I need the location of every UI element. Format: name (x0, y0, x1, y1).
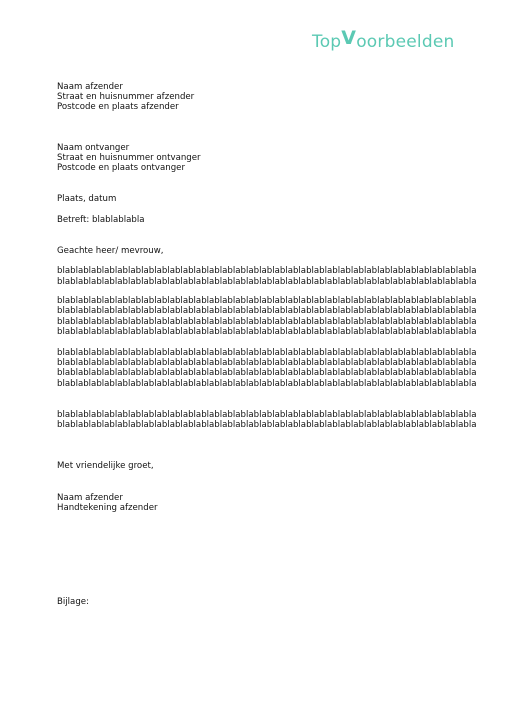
closing: Met vriendelijke groet, (57, 461, 154, 471)
sender-name: Naam afzender (57, 82, 123, 92)
recipient-name: Naam ontvanger (57, 143, 130, 153)
body-line: blablablablablablablablablablablablablablablablablablablablablablablablablablablablablablablabla (57, 368, 477, 378)
body-line: blablablablablablablablablablablablablablablablablablablablablablablablablablablablablablablabla (57, 358, 477, 368)
attachment-label: Bijlage: (57, 597, 89, 607)
body-line: blablablablablablablablablablablablablablablablablablablablablablablablablablablablablablablabla (57, 379, 477, 389)
signature-name: Naam afzender (57, 493, 123, 503)
body-line: blablablablablablablablablablablablablablablablablablablablablablablablablablablablablablablabla (57, 296, 477, 306)
body-line: blablablablablablablablablablablablablablablablablablablablablablablablablablablablablablablabla (57, 277, 477, 287)
body-line: blablablablablablablablablablablablablablablablablablablablablablablablablablablablablablablabla (57, 266, 477, 276)
body-line: blablablablablablablablablablablablablablablablablablablablablablablablablablablablablablablabla (57, 327, 477, 337)
sender-street: Straat en huisnummer afzender (57, 92, 195, 102)
signature-label: Handtekening afzender (57, 503, 158, 513)
recipient-postcode: Postcode en plaats ontvanger (57, 163, 186, 173)
body-line: blablablablablablablablablablablablablablablablablablablablablablablablablablablablablablablabla (57, 317, 477, 327)
logo-text-v: V (341, 27, 357, 49)
recipient-street: Straat en huisnummer ontvanger (57, 153, 201, 163)
body-line: blablablablablablablablablablablablablablablablablablablablablablablablablablablablablablablabla (57, 420, 477, 430)
subject-line: Betreft: blablablabla (57, 215, 145, 225)
body-line: blablablablablablablablablablablablablablablablablablablablablablablablablablablablablablablabla (57, 410, 477, 420)
body-line: blablablablablablablablablablablablablablablablablablablablablablablablablablablablablablablabla (57, 306, 477, 316)
body-line: blablablablablablablablablablablablablablablablablablablablablablablablablablablablablablablabla (57, 348, 477, 358)
sender-postcode: Postcode en plaats afzender (57, 102, 179, 112)
place-date: Plaats, datum (57, 194, 117, 204)
logo-text-rest: oorbeelden (356, 32, 455, 52)
salutation: Geachte heer/ mevrouw, (57, 246, 164, 256)
logo-text-top: Top (312, 32, 342, 52)
topvoorbeelden-logo (312, 27, 455, 52)
